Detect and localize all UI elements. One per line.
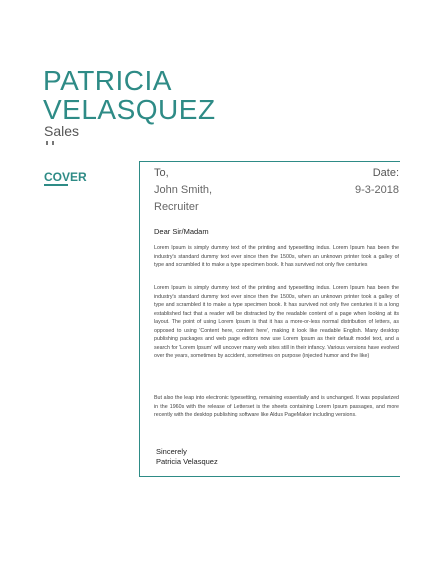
section-underline	[44, 184, 68, 186]
clipped-role-text	[44, 140, 56, 146]
letter-paragraph-1: Lorem Ipsum is simply dummy text of the printing and typesetting indus. Lorem Ipsum has been the industry's standard dummy text ever since then the 1500s, when an unknown printer took a galley of type and scrambled it to make a type specimen book. It has survived not only five centuries	[154, 245, 399, 268]
salutation: Dear Sir/Madam	[154, 227, 209, 236]
letter-paragraph-3: But also the leap into electronic typesetting, remaining essentially and is unchanged. It was popularized in the 1960s with the release of Letterset is the sheets containing Lorem Ipsum passages, and more recently with the desktop publishing software like Aldus PageMaker including versions.	[154, 395, 399, 418]
recipient-name: John Smith,	[154, 184, 213, 196]
first-name: PATRICIA	[43, 65, 172, 96]
date-label: Date:	[372, 167, 399, 179]
vertical-divider	[139, 161, 140, 477]
recipient-title: Recruiter	[154, 201, 199, 213]
closing: Sincerely	[156, 447, 187, 456]
date-value: 9-3-2018	[354, 184, 399, 196]
letter-paragraph-2: Lorem Ipsum is simply dummy text of the printing and typesetting indus. Lorem Ipsum has been the industry's standard dummy text ever since then the 1500s, when an unknown printer took a galley of type and scrambled it to make a type specimen book. It has survived not only five centuries it is a long established fact that a reader will be distracted by the readable content of a page when looking at its layout. The point of using Lorem Ipsum is that it has a more-or-less normal distribution of letters, as opposed to using 'Content here, content here', making it look like readable English. Many desktop publishing packages and web page editors now use Lorem Ipsum as their default model text, and a search for 'Lorem Ipsum' will uncover many web sites still in their infancy. Various versions have evolved over the years, sometimes by accident, sometimes on purpose (injected humor and the like)	[154, 285, 399, 359]
top-divider	[139, 161, 400, 162]
bottom-divider	[139, 476, 400, 477]
applicant-name	[43, 66, 216, 124]
applicant-role: Sales	[44, 123, 80, 139]
to-label: To,	[154, 167, 169, 179]
signer-name: Patricia Velasquez	[156, 457, 218, 466]
last-name: VELASQUEZ	[43, 94, 216, 125]
section-label: COVER	[44, 170, 87, 184]
